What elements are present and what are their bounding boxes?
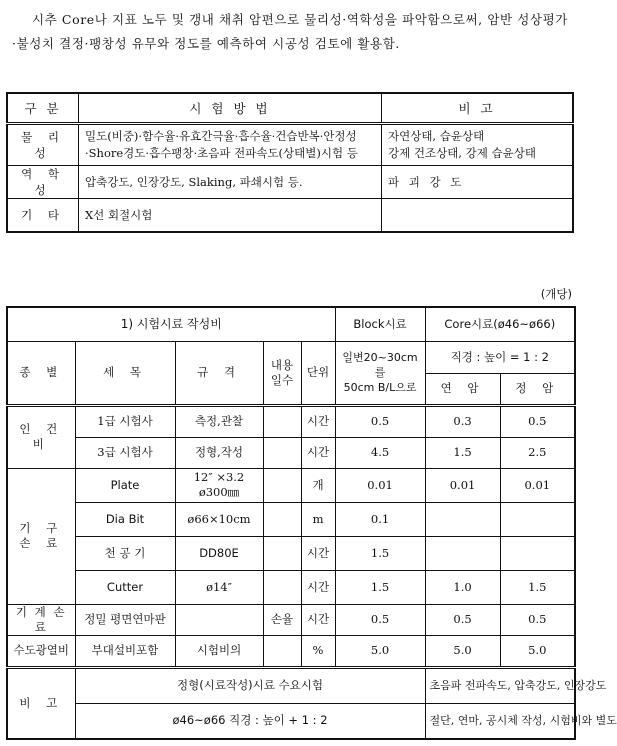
row-spec: 측정,관찰 <box>175 405 263 437</box>
row-item: Dia Bit <box>75 502 175 536</box>
intro-paragraph: 시추 Core나 지표 노두 및 갱내 채취 암편으로 물리성·역학성을 파악함으로써, 암반 성상평가·불성치 결정·팽창성 유무와 정도를 예측하여 시공성 검토에 활용함. <box>12 12 568 51</box>
row-spec: ø14″ <box>175 570 263 604</box>
row-item: 1급 시험사 <box>75 405 175 437</box>
remarks-line2-right: 절단, 연마, 공시체 작성, 시험비와 별도 <box>425 703 575 739</box>
table-row <box>7 536 575 570</box>
row-unit: 시간 <box>301 437 335 468</box>
col-hard-rock: 정 암 <box>500 373 575 405</box>
row-item: 천 공 기 <box>75 536 175 570</box>
row-unit: % <box>301 635 335 667</box>
col-unit: 단위 <box>301 341 335 405</box>
sample-cost-table <box>6 306 617 740</box>
group-name: 기 계 손 료 <box>7 604 75 635</box>
col-content: 내용 일수 <box>263 341 301 405</box>
table-row <box>7 468 575 502</box>
table-title: 1) 시험시료 작성비 <box>7 307 335 341</box>
row-soft <box>425 536 500 570</box>
row-soft: 5.0 <box>425 635 500 667</box>
row-content <box>263 502 301 536</box>
row-hard: 1.5 <box>500 570 575 604</box>
test-method-table <box>6 92 574 233</box>
row-hard <box>500 502 575 536</box>
row-hard: 0.5 <box>500 604 575 635</box>
header-method: 시 험 방 법 <box>79 93 382 124</box>
remarks-line1-left: 정형(시료작성)시료 수요시험 <box>75 667 425 703</box>
row-method: 밀도(비중)·함수율·유효간극율·흡수율·건습반복·안정성·Shore경도·흡수팽창·초음파 전파속도(상태별)시험 등 <box>79 124 382 166</box>
row-unit: 시간 <box>301 570 335 604</box>
row-soft: 1.5 <box>425 437 500 468</box>
row-block: 0.01 <box>335 468 425 502</box>
row-block: 0.1 <box>335 502 425 536</box>
row-item: Plate <box>75 468 175 502</box>
header-note: 비 고 <box>382 93 574 124</box>
col-item: 세 목 <box>75 341 175 405</box>
group-name: 수도광열비 <box>7 635 75 667</box>
col-block-sub: 일변20~30cm를 50cm B/L으로 <box>335 341 425 405</box>
row-note: 자연상태, 습윤상태 강제 건조상태, 강제 습윤상태 <box>382 124 574 166</box>
row-item: 3급 시험사 <box>75 437 175 468</box>
row-content <box>263 570 301 604</box>
row-hard: 5.0 <box>500 635 575 667</box>
row-block: 1.5 <box>335 570 425 604</box>
unit-label: (개당) <box>540 287 572 301</box>
row-soft: 0.01 <box>425 468 500 502</box>
remarks-line2-left: ø46~ø66 직경 : 높이 + 1 : 2 <box>75 703 425 739</box>
table-header-row <box>7 93 573 124</box>
row-spec: DD80E <box>175 536 263 570</box>
row-soft: 0.5 <box>425 604 500 635</box>
block-header: Block시료 <box>335 307 425 341</box>
row-content <box>263 635 301 667</box>
remarks-line1-right: 초음파 전파속도, 압축강도, 인장강도 <box>425 667 575 703</box>
row-unit: 시간 <box>301 604 335 635</box>
remarks-label: 비 고 <box>7 667 75 739</box>
row-hard: 0.01 <box>500 468 575 502</box>
row-spec <box>175 604 263 635</box>
row-content <box>263 437 301 468</box>
core-header: Core시료(ø46~ø66) <box>425 307 575 341</box>
header-row <box>7 341 575 373</box>
remarks-row <box>7 667 575 703</box>
col-spec: 규 격 <box>175 341 263 405</box>
row-category: 역 학 성 <box>7 166 79 199</box>
row-spec: 12″ ×3.2 ø300㎜ <box>175 468 263 502</box>
row-unit: m <box>301 502 335 536</box>
row-spec: 정형,작성 <box>175 437 263 468</box>
row-hard: 0.5 <box>500 405 575 437</box>
table-row <box>7 199 573 233</box>
row-block: 0.5 <box>335 604 425 635</box>
group-name: 인 건 비 <box>7 405 75 468</box>
table-row <box>7 570 575 604</box>
row-soft <box>425 502 500 536</box>
table-row <box>7 604 575 635</box>
row-soft: 0.3 <box>425 405 500 437</box>
table-row <box>7 635 575 667</box>
ratio-header: 직경 : 높이 = 1 : 2 <box>425 341 575 373</box>
row-method: 압축강도, 인장강도, Slaking, 파쇄시험 등. <box>79 166 382 199</box>
row-unit: 개 <box>301 468 335 502</box>
row-category: 물 리 성 <box>7 124 79 166</box>
row-block: 0.5 <box>335 405 425 437</box>
row-content <box>263 536 301 570</box>
row-method: X선 회절시험 <box>79 199 382 233</box>
row-category: 기 타 <box>7 199 79 233</box>
row-content: 손율 <box>263 604 301 635</box>
row-unit: 시간 <box>301 536 335 570</box>
row-block: 5.0 <box>335 635 425 667</box>
group-name: 기 구 손 료 <box>7 468 75 604</box>
row-item: 정밀 평면연마판 <box>75 604 175 635</box>
row-content <box>263 405 301 437</box>
row-item: Cutter <box>75 570 175 604</box>
table-row <box>7 166 573 199</box>
row-unit: 시간 <box>301 405 335 437</box>
row-note: 파 괴 강 도 <box>382 166 574 199</box>
row-spec: 시험비의 <box>175 635 263 667</box>
col-kind: 종 별 <box>7 341 75 405</box>
table-row <box>7 437 575 468</box>
col-soft-rock: 연 암 <box>425 373 500 405</box>
table-row <box>7 502 575 536</box>
header-category: 구 분 <box>7 93 79 124</box>
remarks-row <box>7 703 575 739</box>
row-note <box>382 199 574 233</box>
row-block: 4.5 <box>335 437 425 468</box>
row-item: 부대설비포함 <box>75 635 175 667</box>
row-soft: 1.0 <box>425 570 500 604</box>
table-row <box>7 124 573 166</box>
row-content <box>263 468 301 502</box>
row-hard: 2.5 <box>500 437 575 468</box>
row-spec: ø66×10cm <box>175 502 263 536</box>
row-hard <box>500 536 575 570</box>
row-block: 1.5 <box>335 536 425 570</box>
table-row <box>7 405 575 437</box>
title-row <box>7 307 575 341</box>
